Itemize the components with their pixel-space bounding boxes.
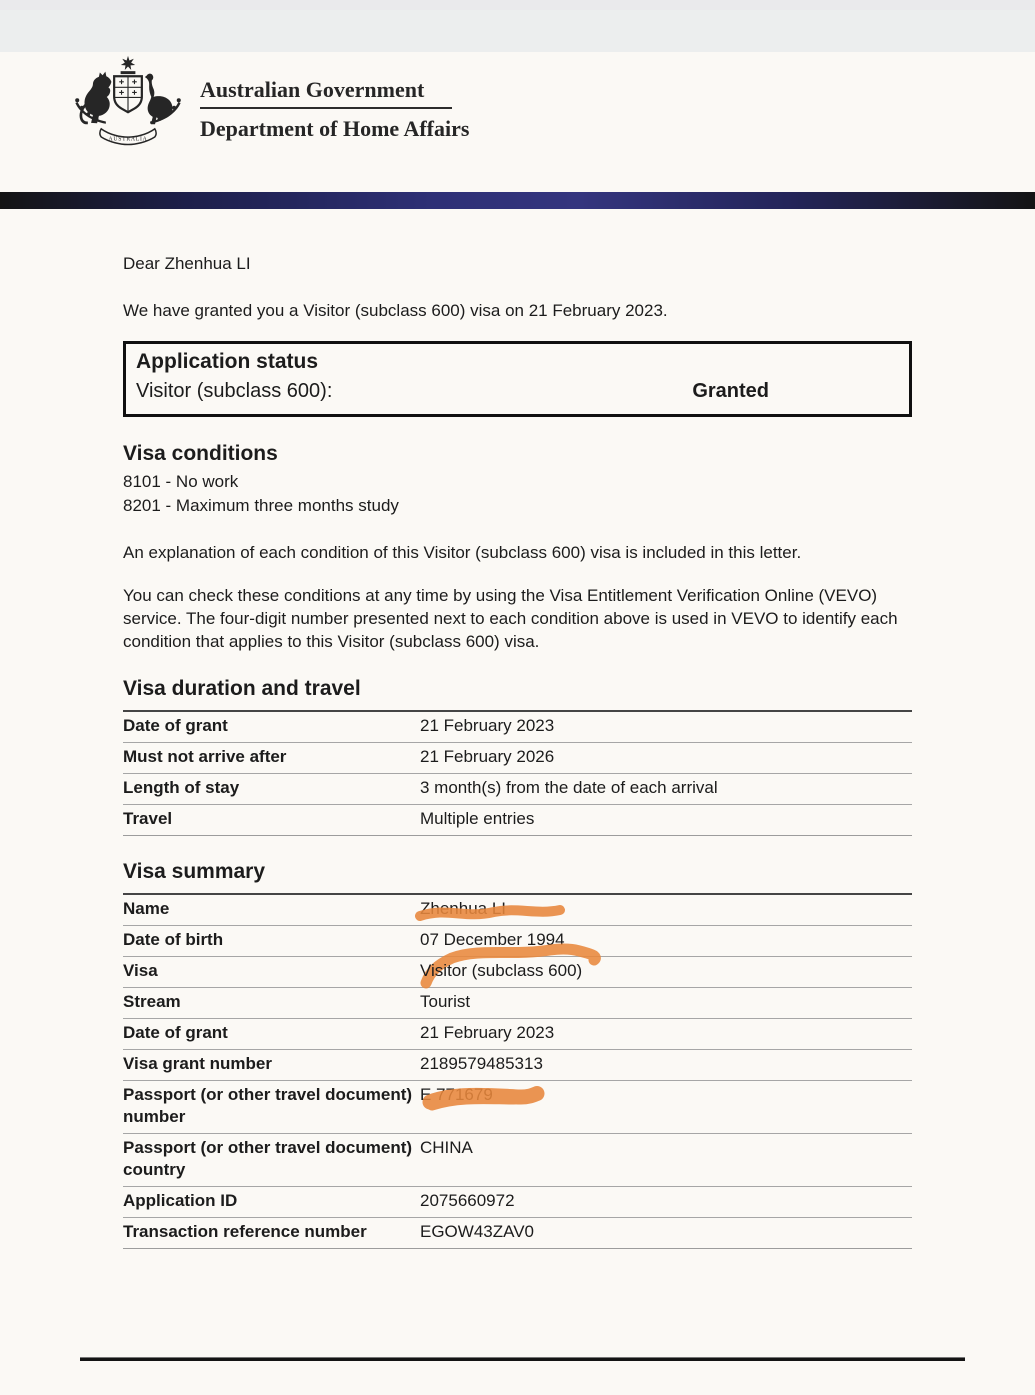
row-label: Name — [123, 899, 170, 918]
row-value: E 771679 — [420, 1081, 912, 1134]
application-status-box — [123, 341, 912, 417]
application-status-row — [136, 376, 899, 406]
row-value: 07 December 1994 — [420, 926, 912, 957]
row-value: Tourist — [420, 992, 471, 1011]
condition-item: 8101 - No work — [123, 472, 239, 491]
table-row — [123, 774, 912, 805]
visa-duration-heading: Visa duration and travel — [123, 677, 361, 700]
grant-statement: We have granted you a Visitor (subclass 600) visa on 21 February 2023. — [123, 301, 668, 320]
table-row — [123, 743, 912, 774]
letter-body — [0, 252, 1035, 1361]
row-label: Date of birth — [123, 930, 224, 949]
row-value: EGOW43ZAV0 — [420, 1222, 534, 1241]
row-label: Date of grant — [123, 1023, 228, 1042]
department-name: Department of Home Affairs — [200, 116, 470, 141]
vevo-paragraph: You can check these conditions at any time by using the Visa Entitlement Verification Online (VEVO) service. The four-digit number presented next to each condition above is used in VEVO to identify each condition that applies to this Visitor (subclass 600) visa. — [123, 586, 898, 651]
letter-paper — [0, 52, 1035, 1395]
table-row — [123, 1187, 912, 1218]
table-row — [123, 805, 912, 836]
table-row — [123, 1218, 912, 1249]
salutation: Dear Zhenhua LI — [123, 254, 251, 273]
visa-conditions-heading: Visa conditions — [123, 442, 278, 465]
row-label: Visa — [123, 961, 158, 980]
table-row — [123, 1050, 912, 1081]
letterhead-text — [200, 52, 469, 154]
application-status-heading: Application status — [136, 350, 319, 373]
row-label: Application ID — [123, 1191, 238, 1210]
row-label: Date of grant — [123, 716, 228, 735]
row-label: Passport (or other travel document) country — [123, 1138, 413, 1179]
australian-coat-of-arms-icon — [68, 52, 188, 154]
visa-summary-table — [123, 893, 912, 1249]
visa-summary-heading: Visa summary — [123, 860, 266, 883]
photo-edge-strip — [0, 0, 1035, 10]
table-row — [123, 926, 912, 957]
table-row — [123, 988, 912, 1019]
row-label: Passport (or other travel document) number — [123, 1085, 413, 1126]
row-value: 3 month(s) from the date of each arrival — [420, 778, 718, 797]
letterhead-rule — [200, 107, 452, 109]
status-value: Granted — [692, 380, 769, 402]
letterhead — [68, 52, 1035, 154]
row-value: 2189579485313 — [420, 1054, 543, 1073]
row-label: Must not arrive after — [123, 747, 287, 766]
row-value: 21 February 2026 — [420, 747, 555, 766]
table-row — [123, 711, 912, 743]
condition-item: 8201 - Maximum three months study — [123, 496, 399, 515]
visa-duration-table — [123, 710, 912, 836]
header-divider-band — [0, 192, 1035, 209]
row-value: CHINA — [420, 1138, 473, 1157]
table-row — [123, 1081, 912, 1134]
row-value: 21 February 2023 — [420, 1023, 555, 1042]
table-row — [123, 1019, 912, 1050]
row-value: 21 February 2023 — [420, 716, 555, 735]
conditions-explanation: An explanation of each condition of this Visitor (subclass 600) visa is included in this letter. — [123, 543, 802, 562]
crest-banner-text: AUSTRALIA — [108, 136, 148, 143]
row-value: Multiple entries — [420, 809, 535, 828]
table-row — [123, 894, 912, 926]
footer-rule — [80, 1357, 965, 1361]
row-label: Stream — [123, 992, 181, 1011]
row-label: Visa grant number — [123, 1054, 272, 1073]
table-row — [123, 1134, 912, 1187]
table-row — [123, 957, 912, 988]
visa-type-label: Visitor (subclass 600): — [136, 380, 333, 402]
agency-name: Australian Government — [200, 77, 425, 102]
row-label: Transaction reference number — [123, 1222, 367, 1241]
row-value: Zhenhua LI — [420, 894, 912, 926]
row-label: Length of stay — [123, 778, 240, 797]
row-label: Travel — [123, 809, 173, 828]
row-value: 2075660972 — [420, 1191, 515, 1210]
row-value: Visitor (subclass 600) — [420, 961, 583, 980]
